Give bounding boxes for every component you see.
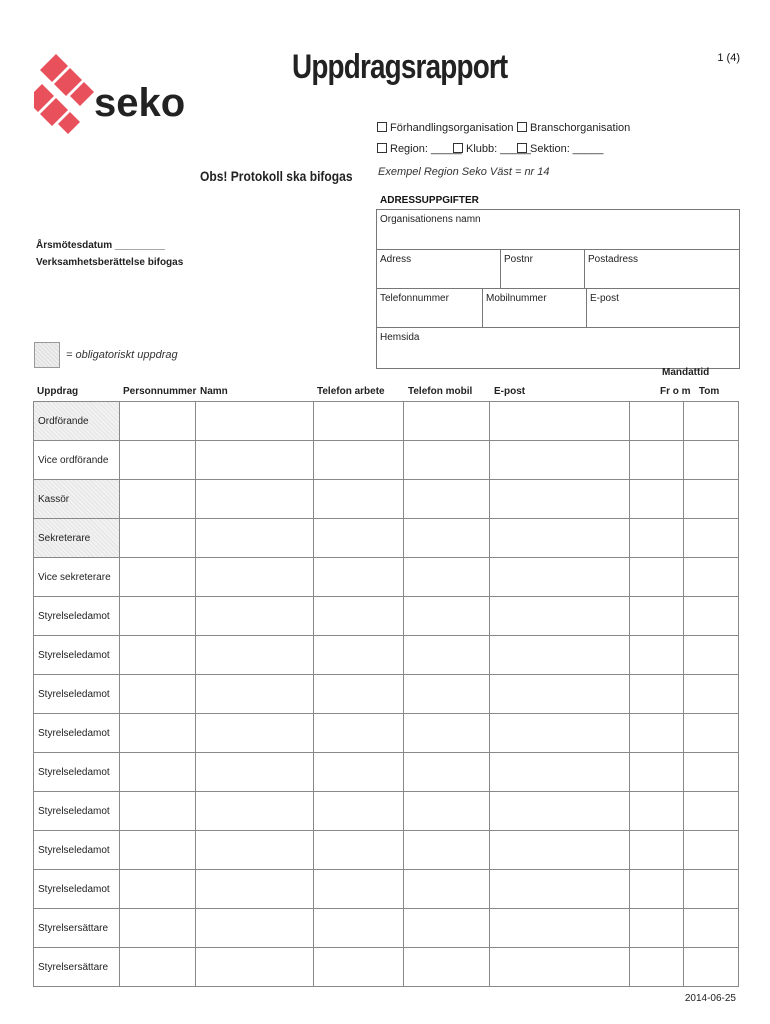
table-cell-input[interactable] [684,909,739,948]
table-cell-input[interactable] [490,909,630,948]
table-cell-input[interactable] [490,948,630,987]
table-cell-input[interactable] [490,636,630,675]
table-cell-input[interactable] [630,519,684,558]
org-name-field[interactable]: Organisationens namn [377,210,739,250]
table-row [34,675,739,714]
table-cell-input[interactable] [490,675,630,714]
checkbox-icon[interactable] [517,143,527,153]
table-cell-input[interactable] [196,831,314,870]
table-cell-input[interactable] [314,558,404,597]
table-cell-input[interactable] [404,558,490,597]
col-mandattid: Mandattid [662,367,710,378]
role-label: Sekreterare [34,519,120,558]
document-date: 2014-06-25 [684,993,736,1004]
table-cell-input[interactable] [684,792,739,831]
phone-field[interactable]: Telefonnummer [377,289,483,328]
table-row [34,480,739,519]
address-field[interactable]: Adress [377,250,501,289]
col-epost: E-post [494,386,526,397]
seko-logo [34,50,186,140]
example-note: Exempel Region Seko Väst = nr 14 [378,166,550,178]
checkbox-icon[interactable] [377,143,387,153]
table-cell-input[interactable] [630,636,684,675]
protocol-notice: Obs! Protokoll ska bifogas [200,168,353,184]
table-cell-input[interactable] [120,714,196,753]
table-row [34,519,739,558]
check-sektion[interactable]: Sektion: _____ [517,139,603,160]
table-cell-input[interactable] [630,558,684,597]
page-number: 1 (4) [717,52,740,64]
table-cell-input[interactable] [630,441,684,480]
table-cell-input[interactable] [490,558,630,597]
role-label: Styrelseledamot [34,714,120,753]
table-cell-input[interactable] [684,597,739,636]
mandatory-legend-swatch [34,342,60,368]
table-cell-input[interactable] [196,636,314,675]
table-cell-input[interactable] [120,792,196,831]
check-region[interactable]: Region: _____ [377,139,453,160]
table-cell-input[interactable] [490,831,630,870]
check-bransch[interactable]: Branschorganisation [517,118,630,139]
table-cell-input[interactable] [630,753,684,792]
table-cell-input[interactable] [684,714,739,753]
role-label: Styrelseledamot [34,792,120,831]
postadress-field[interactable]: Postadress [585,250,739,289]
role-label: Styrelseledamot [34,636,120,675]
table-cell-input[interactable] [684,675,739,714]
table-row [34,402,739,441]
table-row [34,714,739,753]
table-cell-input[interactable] [630,948,684,987]
checkbox-icon[interactable] [453,143,463,153]
table-cell-input[interactable] [314,714,404,753]
address-heading: ADRESSUPPGIFTER [380,195,479,206]
col-tel-mobil: Telefon mobil [408,386,473,397]
role-label: Styrelseledamot [34,753,120,792]
col-from-tom: Fr o m Tom [660,386,720,397]
table-row [34,441,739,480]
table-cell-input[interactable] [120,480,196,519]
table-cell-input[interactable] [196,909,314,948]
mobile-field[interactable]: Mobilnummer [483,289,587,328]
table-row [34,870,739,909]
seko-logo-mark-icon [34,50,186,140]
table-cell-input[interactable] [404,870,490,909]
postnr-field[interactable]: Postnr [501,250,585,289]
roles-table [33,401,739,987]
table-cell-input[interactable] [490,753,630,792]
table-cell-input[interactable] [314,675,404,714]
table-row [34,597,739,636]
table-cell-input[interactable] [196,558,314,597]
table-cell-input[interactable] [196,480,314,519]
checkbox-icon[interactable] [517,122,527,132]
check-forhandling[interactable]: Förhandlingsorganisation [377,118,517,139]
table-row [34,831,739,870]
table-cell-input[interactable] [630,792,684,831]
role-label: Styrelseledamot [34,675,120,714]
table-cell-input[interactable] [490,480,630,519]
table-cell-input[interactable] [684,831,739,870]
annual-meeting-date: Årsmötesdatum _________ [36,240,165,251]
table-cell-input[interactable] [630,597,684,636]
table-cell-input[interactable] [404,636,490,675]
table-cell-input[interactable] [120,597,196,636]
table-cell-input[interactable] [630,402,684,441]
table-cell-input[interactable] [404,948,490,987]
table-cell-input[interactable] [684,480,739,519]
table-cell-input[interactable] [196,519,314,558]
table-cell-input[interactable] [490,402,630,441]
role-label: Styrelseledamot [34,597,120,636]
activity-report-label: Verksamhetsberättelse bifogas [36,257,184,268]
table-cell-input[interactable] [314,441,404,480]
table-cell-input[interactable] [490,792,630,831]
table-cell-input[interactable] [404,597,490,636]
table-cell-input[interactable] [120,948,196,987]
col-personnummer: Personnummer [123,386,197,397]
table-cell-input[interactable] [684,519,739,558]
table-cell-input[interactable] [314,480,404,519]
table-cell-input[interactable] [314,909,404,948]
logo-text: seko [94,81,186,125]
table-cell-input[interactable] [314,402,404,441]
table-cell-input[interactable] [404,675,490,714]
role-label: Vice ordförande [34,441,120,480]
table-cell-input[interactable] [684,558,739,597]
table-row [34,948,739,987]
table-cell-input[interactable] [120,753,196,792]
page-title: Uppdragsrapport [292,48,508,86]
col-namn: Namn [200,386,228,397]
table-cell-input[interactable] [120,870,196,909]
table-cell-input[interactable] [404,480,490,519]
table-cell-input[interactable] [404,831,490,870]
table-cell-input[interactable] [684,753,739,792]
table-cell-input[interactable] [490,597,630,636]
table-cell-input[interactable] [314,636,404,675]
checkbox-icon[interactable] [377,122,387,132]
check-klubb[interactable]: Klubb: _____ [453,139,517,160]
role-label: Styrelsersättare [34,948,120,987]
homepage-field[interactable]: Hemsida [380,332,420,343]
table-cell-input[interactable] [120,519,196,558]
table-cell-input[interactable] [120,441,196,480]
table-cell-input[interactable] [490,870,630,909]
col-tel-arbete: Telefon arbete [317,386,385,397]
table-cell-input[interactable] [630,831,684,870]
email-field[interactable]: E-post [587,289,739,328]
table-row [34,636,739,675]
role-label: Styrelsersättare [34,909,120,948]
table-cell-input[interactable] [314,753,404,792]
table-cell-input[interactable] [196,402,314,441]
table-cell-input[interactable] [630,870,684,909]
table-cell-input[interactable] [314,519,404,558]
role-label: Styrelseledamot [34,870,120,909]
table-cell-input[interactable] [684,441,739,480]
table-cell-input[interactable] [314,948,404,987]
table-cell-input[interactable] [196,753,314,792]
table-cell-input[interactable] [630,675,684,714]
table-cell-input[interactable] [404,792,490,831]
table-cell-input[interactable] [120,831,196,870]
role-label: Styrelseledamot [34,831,120,870]
table-cell-input[interactable] [630,714,684,753]
table-row [34,558,739,597]
table-cell-input[interactable] [120,558,196,597]
table-cell-input[interactable] [404,402,490,441]
table-cell-input[interactable] [630,480,684,519]
table-cell-input[interactable] [490,519,630,558]
table-cell-input[interactable] [404,441,490,480]
table-cell-input[interactable] [630,909,684,948]
table-row [34,792,739,831]
table-cell-input[interactable] [684,636,739,675]
table-cell-input[interactable] [120,636,196,675]
table-cell-input[interactable] [314,831,404,870]
role-label: Ordförande [34,402,120,441]
table-cell-input[interactable] [196,948,314,987]
table-cell-input[interactable] [196,792,314,831]
table-row [34,753,739,792]
table-cell-input[interactable] [120,402,196,441]
table-cell-input[interactable] [404,909,490,948]
table-cell-input[interactable] [196,675,314,714]
col-uppdrag: Uppdrag [37,386,79,397]
role-label: Kassör [34,480,120,519]
table-cell-input[interactable] [404,519,490,558]
table-cell-input[interactable] [490,441,630,480]
table-cell-input[interactable] [120,909,196,948]
table-cell-input[interactable] [120,675,196,714]
table-cell-input[interactable] [196,441,314,480]
table-cell-input[interactable] [684,870,739,909]
role-label: Vice sekreterare [34,558,120,597]
table-cell-input[interactable] [684,402,739,441]
table-cell-input[interactable] [404,714,490,753]
address-box [376,209,740,369]
table-cell-input[interactable] [684,948,739,987]
table-cell-input[interactable] [196,597,314,636]
table-cell-input[interactable] [490,714,630,753]
organisation-checks [377,118,630,160]
table-cell-input[interactable] [404,753,490,792]
table-cell-input[interactable] [314,792,404,831]
table-cell-input[interactable] [314,597,404,636]
table-cell-input[interactable] [196,714,314,753]
table-cell-input[interactable] [196,870,314,909]
mandatory-legend-text: = obligatoriskt uppdrag [66,349,178,361]
table-cell-input[interactable] [314,870,404,909]
table-row [34,909,739,948]
